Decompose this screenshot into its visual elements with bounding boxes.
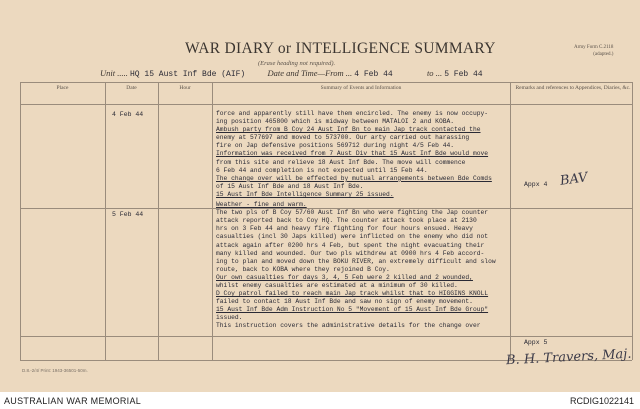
to-date-value: 5 Feb 44 (444, 70, 483, 79)
summary-line: from this site and relieve 18 Aust Inf Bde. The move will commence (216, 158, 466, 166)
summary-line: Information was received from 7 Aust Div that 15 Aust Inf Bde would move (216, 150, 489, 158)
summary-line: fire on Jap defensive positions 569712 during night 4/5 Feb 44. (216, 142, 455, 150)
summary-line: of 15 Aust Inf Bde and 18 Aust Inf Bde. (216, 182, 364, 190)
form-title: WAR DIARY or INTELLIGENCE SUMMARY (185, 40, 496, 57)
summary-of-events (216, 110, 496, 331)
summary-line: D Coy patrol failed to reach main Jap track whilst that to HIGGINS KNOLL (216, 290, 489, 298)
column-rule-summary (212, 82, 213, 360)
column-rule-hour (158, 82, 159, 360)
to-label: to (426, 68, 434, 78)
summary-line: The two pls of B Coy 57/60 Aust Inf Bn who were fighting the Jap counter (216, 209, 489, 217)
table-header-rule (20, 104, 632, 105)
summary-line: ing to plan and moved down the BOKU RIVER, an extremely difficult and slow (216, 257, 496, 265)
summary-line: Weather - fine and warm. (216, 201, 307, 209)
column-rule-remarks (510, 82, 511, 360)
summary-line: Ambush party from B Coy 24 Aust Inf Bn to main Jap track contacted the (216, 126, 481, 134)
unit-label: Unit (100, 68, 116, 78)
army-form-number: Army Form C.2118 (574, 45, 614, 50)
remark-appendix-4: Appx 4 (524, 181, 548, 188)
row-separator-rule (20, 336, 632, 337)
army-form-label (574, 44, 613, 58)
table-right-rule (632, 82, 633, 360)
table-top-rule (20, 82, 632, 83)
summary-line: enemy at 577697 and moved to 573700. Our arty carried out harassing (216, 134, 470, 142)
summary-line: 6 Feb 44 and completion is not expected until 15 Feb 44. (216, 166, 428, 174)
summary-line: Our own casualties for days 3, 4, 5 Feb were 2 killed and 2 wounded, (216, 273, 473, 281)
summary-line: attack again after 0200 hrs 4 Feb, but spent the night evacuating their (216, 241, 485, 249)
date-time-label: Date and Time—From (267, 68, 344, 78)
summary-line: failed to contact 18 Aust Inf Bde and saw no sign of enemy movement. (216, 298, 473, 306)
summary-line: casualties (incl 30 Japs killed) were inflicted on the enemy who did not (216, 233, 489, 241)
summary-line: hrs on 3 Feb 44 and heavy fire fighting for four hours ensued. Heavy (216, 225, 473, 233)
handwritten-initials: BAV (559, 170, 589, 189)
summary-line: attack reported back to Coy HQ. The counter attack took place at 2130 (216, 217, 477, 225)
column-header-place: Place (56, 85, 69, 91)
column-header-remarks: Remarks and references to Appendices, Diaries, &c. (515, 85, 631, 91)
summary-line: many killed and wounded. Our two pls withdrew at 0900 hrs 4 Feb accord- (216, 249, 485, 257)
header-fields: Unit ..... HQ 15 Aust Inf Bde (AIF) Date and Time—From ... 4 Feb 44 to ... 5 Feb 44 (100, 68, 483, 79)
column-header-summary: Summary of Events and Information (320, 85, 402, 91)
remark-appendix-5: Appx 5 (524, 339, 548, 346)
handwritten-signature: B. H. Travers, Maj. (505, 346, 632, 369)
column-header-hour: Hour (179, 85, 191, 91)
army-form-adapted: (adapted.) (593, 52, 614, 57)
summary-line: issued. (216, 314, 243, 322)
form-print-code: D.8.-2/4/ Print: 1943-36501-50m. (22, 368, 88, 373)
summary-line: ing position 465800 which is midway between MATALOI 2 and KOBA. (216, 118, 455, 126)
summary-line: 15 Aust Inf Bde Adm Instruction No 5 "Movement of 15 Aust Inf Bde Group" (216, 306, 489, 314)
archive-name: AUSTRALIAN WAR MEMORIAL (4, 396, 142, 406)
entry-date: 4 Feb 44 (112, 111, 144, 118)
archive-reference: RCDIG1022141 (569, 396, 634, 406)
summary-line: The change over will be effected by mutual arrangements between Bde Comds (216, 174, 492, 182)
column-header-date: Date (126, 85, 137, 91)
table-left-rule (20, 82, 21, 360)
column-rule-date (105, 82, 106, 360)
summary-line: This instruction covers the administrative details for the change over (216, 322, 481, 330)
entry-date: 5 Feb 44 (112, 211, 144, 218)
summary-line: whilst enemy casualties are estimated at a minimum of 30 killed. (216, 281, 458, 289)
from-date-value: 4 Feb 44 (354, 70, 393, 79)
unit-value: HQ 15 Aust Inf Bde (AIF) (130, 70, 246, 79)
summary-line: route, back to KOBA where they rejoined B Coy. (216, 265, 390, 273)
summary-line: force and apparently still have them encircled. The enemy is now occupy- (216, 110, 489, 117)
form-subtitle: (Erase heading not required). (258, 60, 336, 67)
summary-line: 15 Aust Inf Bde Intelligence Summary 25 issued. (216, 190, 394, 198)
